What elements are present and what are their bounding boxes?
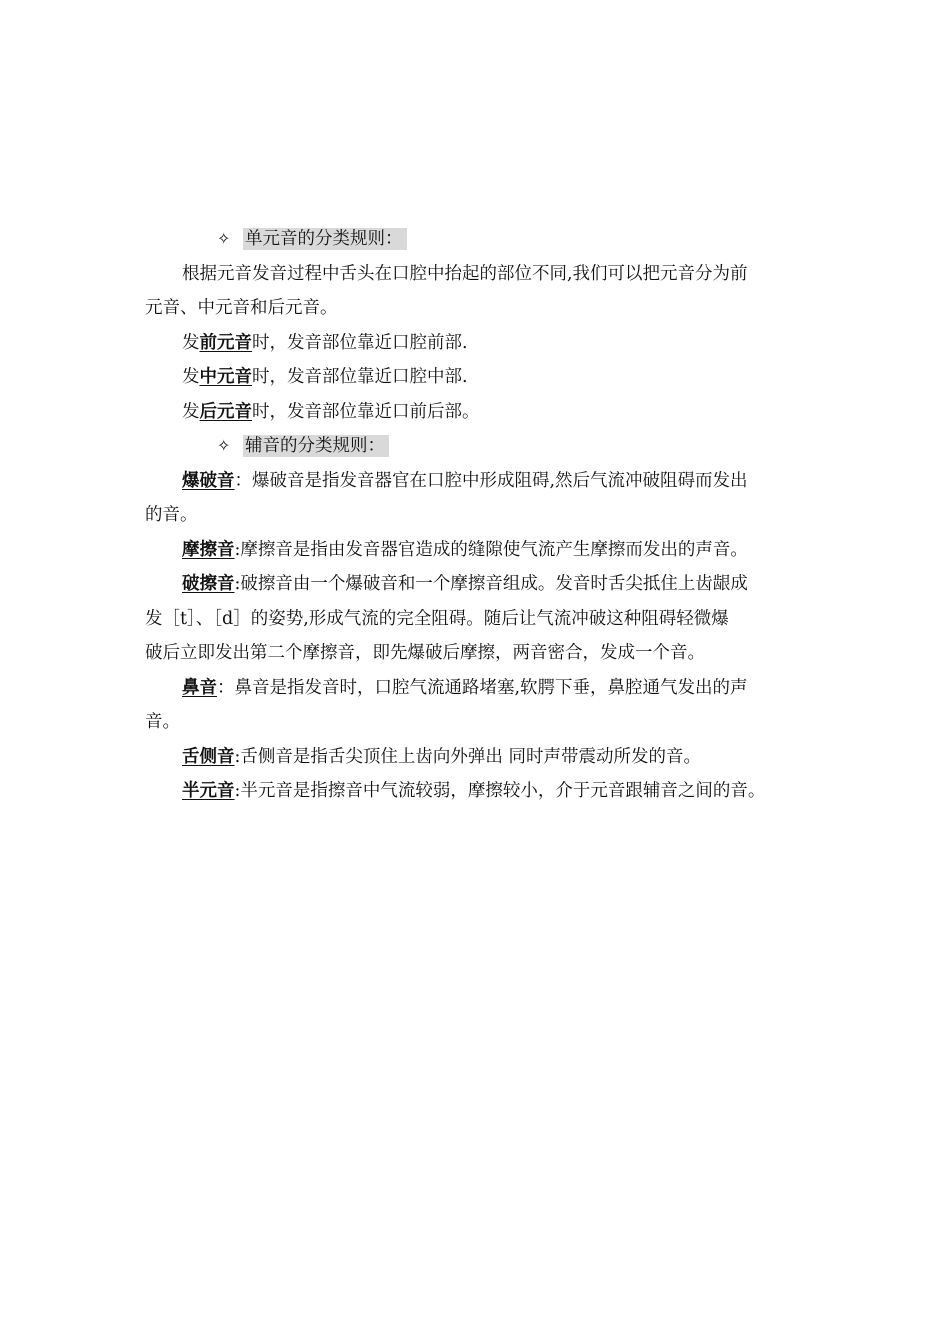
term-semivowel: 半元音	[182, 781, 235, 801]
definition-line: 破擦音由一个爆破音和一个摩擦音组成。发音时舌尖抵住上齿龈成	[240, 574, 748, 594]
consonant-item-fricative	[145, 533, 825, 568]
vowel-item-back	[145, 395, 825, 430]
definition-continuation: 发［t］、［d］的姿势,形成气流的完全阻碍。随后让气流冲破这种阻碍轻微爆	[145, 608, 729, 629]
term-separator: ：	[217, 677, 235, 698]
definition-line: 半元音是指擦音中气流较弱，摩擦较小，介于元音跟辅音之间的音。	[240, 781, 766, 801]
term-fricative: 摩擦音	[182, 539, 235, 560]
vowel-item-prefix: 发	[182, 367, 200, 387]
vowel-item-text: 时，发音部位靠近口前后部。	[252, 401, 480, 422]
consonant-item-affricate	[145, 567, 825, 602]
term-central-vowel: 中元音	[199, 367, 252, 387]
term-separator: :	[234, 574, 241, 594]
term-separator: :	[234, 781, 241, 801]
vowel-item-central	[145, 360, 825, 395]
term-front-vowel: 前元音	[199, 332, 252, 353]
term-separator: :	[234, 539, 241, 560]
definition-continuation: 的音。	[145, 505, 198, 525]
document-body	[145, 222, 825, 809]
vowel-item-prefix: 发	[182, 401, 200, 422]
definition-continuation: 破后立即发出第二个摩擦音，即先爆破后摩擦，两音密合，发成一个音。	[145, 643, 705, 663]
term-separator: ：	[234, 470, 252, 491]
consonant-item-plosive	[145, 464, 825, 499]
vowel-item-prefix: 发	[182, 332, 200, 353]
diamond-star-icon: ✧	[217, 436, 231, 455]
term-nasal: 鼻音	[182, 677, 217, 698]
consonant-heading-line	[145, 429, 825, 464]
consonant-item-nasal	[145, 671, 825, 706]
definition-continuation: 音。	[145, 712, 180, 732]
vowel-item-text: 时，发音部位靠近口腔中部.	[252, 367, 468, 387]
vowel-item-front	[145, 326, 825, 361]
definition-line: 舌侧音是指舌尖顶住上齿向外弹出 同时声带震动所发的音。	[240, 746, 701, 767]
vowel-heading-line	[145, 222, 825, 257]
diamond-star-icon: ✧	[217, 229, 231, 248]
vowel-intro-line-1: 根据元音发音过程中舌头在口腔中抬起的部位不同,我们可以把元音分为前	[182, 263, 748, 284]
term-affricate: 破擦音	[182, 574, 235, 594]
consonant-item-semivowel	[145, 774, 825, 809]
term-back-vowel: 后元音	[199, 401, 252, 422]
consonant-item-lateral	[145, 740, 825, 775]
vowel-heading: 单元音的分类规则：	[243, 228, 407, 250]
consonant-heading: 辅音的分类规则：	[243, 435, 389, 457]
term-separator: :	[234, 746, 241, 767]
vowel-intro-line-2: 元音、中元音和后元音。	[145, 298, 338, 318]
term-lateral: 舌侧音	[182, 746, 235, 767]
vowel-item-text: 时，发音部位靠近口腔前部.	[252, 332, 468, 353]
definition-line: 摩擦音是指由发音器官造成的缝隙使气流产生摩擦而发出的声音。	[240, 539, 748, 560]
definition-line: 爆破音是指发音器官在口腔中形成阻碍,然后气流冲破阻碍而发出	[252, 470, 748, 491]
term-plosive: 爆破音	[182, 470, 235, 491]
definition-line: 鼻音是指发音时，口腔气流通路堵塞,软腭下垂，鼻腔通气发出的声	[234, 677, 748, 698]
